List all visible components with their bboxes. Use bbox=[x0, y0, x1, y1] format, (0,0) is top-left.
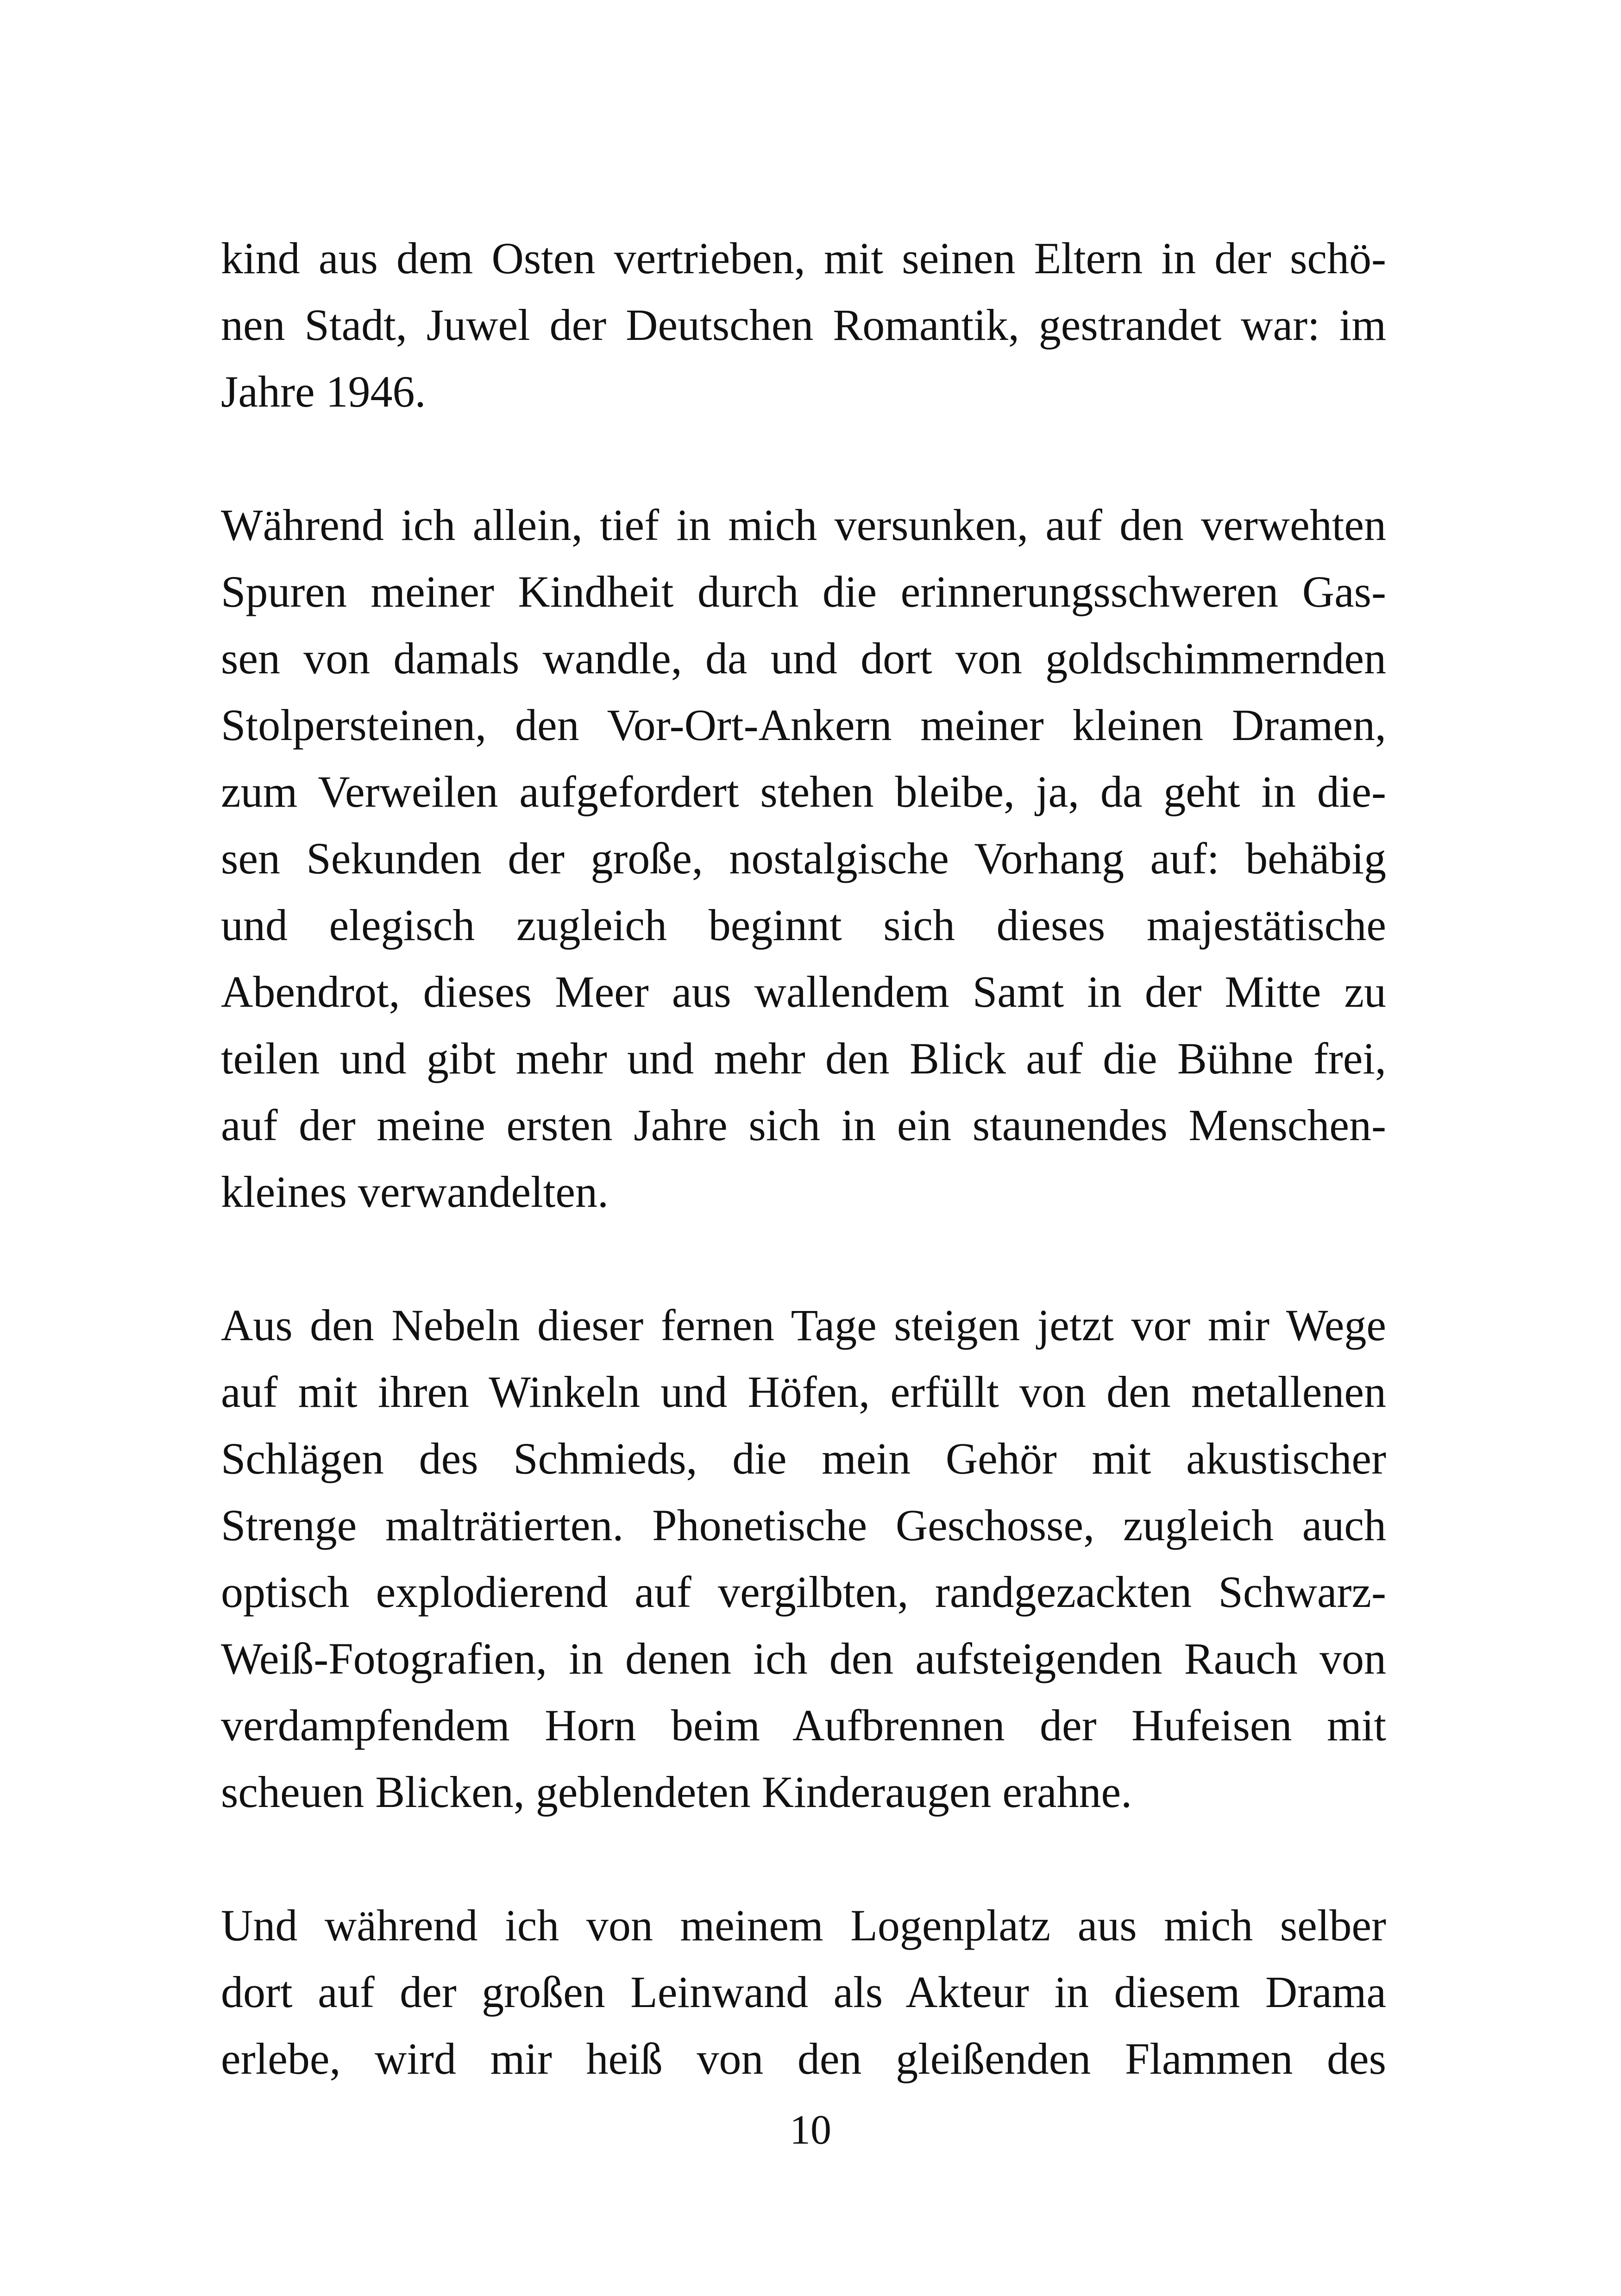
text-line: Und während ich von meinem Logenplatz aus mich selber bbox=[221, 1901, 1386, 1950]
text-line: nen Stadt, Juwel der Deutschen Romantik, gestrandet war: im bbox=[221, 300, 1386, 350]
text-line: Jahre 1946. bbox=[221, 367, 426, 416]
text-line: Strenge malträtierten. Phonetische Geschosse, zugleich auch bbox=[221, 1500, 1386, 1550]
text-line: und elegisch zugleich beginnt sich dieses majestätische bbox=[221, 900, 1386, 950]
text-line: Stolpersteinen, den Vor-Ort-Ankern meiner kleinen Dramen, bbox=[221, 700, 1386, 750]
text-line: erlebe, wird mir heiß von den gleißenden Flammen des bbox=[221, 2034, 1386, 2083]
text-line: auf mit ihren Winkeln und Höfen, erfüllt von den metallenen bbox=[221, 1367, 1386, 1417]
text-line: dort auf der großen Leinwand als Akteur in diesem Drama bbox=[221, 1967, 1386, 2017]
text-line: Aus den Nebeln dieser fernen Tage steigen jetzt vor mir Wege bbox=[221, 1300, 1386, 1350]
text-line: sen von damals wandle, da und dort von goldschimmernden bbox=[221, 634, 1386, 683]
text-line: verdampfendem Horn beim Aufbrennen der Hufeisen mit bbox=[221, 1700, 1386, 1750]
text-line: kleines verwandelten. bbox=[221, 1167, 609, 1217]
text-line: Weiß-Fotografien, in denen ich den aufsteigenden Rauch von bbox=[221, 1634, 1386, 1683]
text-line: Spuren meiner Kindheit durch die erinnerungsschweren Gas- bbox=[221, 567, 1386, 616]
text-line: kind aus dem Osten vertrieben, mit seinen Eltern in der schö- bbox=[221, 233, 1386, 283]
text-line: zum Verweilen aufgefordert stehen bleibe, ja, da geht in die- bbox=[221, 767, 1386, 816]
paragraph-2 bbox=[221, 492, 1386, 1225]
text-line: teilen und gibt mehr und mehr den Blick auf die Bühne frei, bbox=[221, 1034, 1386, 1083]
paragraph-4 bbox=[221, 1892, 1386, 2092]
text-line: optisch explodierend auf vergilbten, randgezackten Schwarz- bbox=[221, 1567, 1386, 1617]
text-line: scheuen Blicken, geblendeten Kinderaugen erahne. bbox=[221, 1767, 1132, 1817]
text-line: Abendrot, dieses Meer aus wallendem Samt in der Mitte zu bbox=[221, 967, 1386, 1016]
page-number: 10 bbox=[790, 2107, 831, 2153]
text-line: auf der meine ersten Jahre sich in ein staunendes Menschen- bbox=[221, 1100, 1386, 1150]
paragraph-3 bbox=[221, 1292, 1386, 1826]
text-line: sen Sekunden der große, nostalgische Vorhang auf: behäbig bbox=[221, 834, 1386, 883]
text-line: Schlägen des Schmieds, die mein Gehör mit akustischer bbox=[221, 1434, 1386, 1483]
text-line: Während ich allein, tief in mich versunken, auf den verwehten bbox=[221, 500, 1386, 550]
paragraph-1 bbox=[221, 225, 1386, 425]
